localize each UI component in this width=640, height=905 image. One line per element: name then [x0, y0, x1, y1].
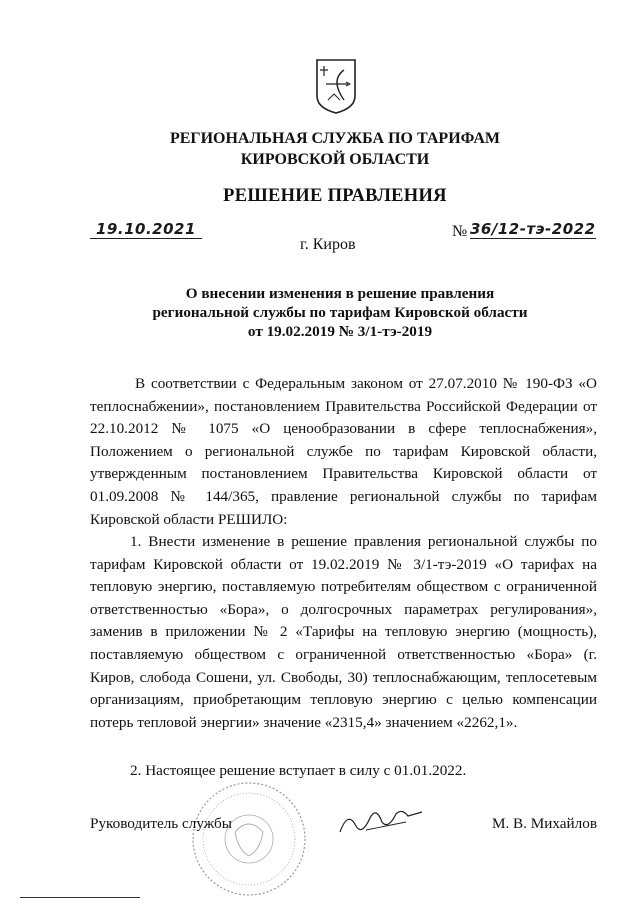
footer-divider: [20, 897, 140, 898]
clause-2-paragraph: 2. Настоящее решение вступает в силу с 01.01.2022.: [130, 762, 467, 779]
document-date: [90, 220, 202, 239]
document-title: РЕШЕНИЕ ПРАВЛЕНИЯ: [223, 186, 447, 206]
signatory-position: Руководитель службы: [90, 815, 232, 832]
organization-name-line2: КИРОВСКОЙ ОБЛАСТИ: [240, 151, 430, 168]
subject-line: региональной службы по тарифам Кировской области: [152, 304, 528, 321]
organization-name-line1: РЕГИОНАЛЬНАЯ СЛУЖБА ПО ТАРИФАМ: [169, 130, 501, 147]
number-sign: №: [452, 223, 468, 240]
document-subject: [140, 284, 540, 341]
preamble-paragraph: В соответствии с Федеральным законом от 27.07.2010 № 190-ФЗ «О теплоснабжении», постановлением Правительства Российской Федерации от 22.10.2012 № 1075 «О ценообразовании в сфере теплоснабжения», Положением о региональной службе по тарифам Кировской области, утвержденным постановлением Правительства Кировской области от 01.09.2008 № 144/365, правление региональной службы по тарифам Кировской области РЕШИЛО:: [90, 375, 597, 528]
subject-line: от 19.02.2019 № 3/1-тэ-2019: [247, 323, 433, 340]
coat-of-arms-icon: [314, 56, 358, 116]
clause-1-paragraph: 1. Внести изменение в решение правления региональной службы по тарифам Кировской области от 19.02.2019 № 3/1-тэ-2019 «О тарифах на тепловую энергию, поставляемую потребителям обществом с ограниченной ответственностью «Бора», о долгосрочных параметрах регулирования», заменив в приложении № 2 «Тарифы на тепловую энергию (мощность), поставляемую обществом с ограниченной ответственностью «Бора» (г. Киров, слобода Сошени, ул. Свободы, 30) теплоснабжающим, теплосетевым организациям, приобретающим тепловую энергию с целью компенсации потерь тепловой энергии» значение «2315,4» значением «2262,1».: [90, 533, 597, 731]
document-date-value: 19.10.2021: [96, 220, 196, 238]
signature-block: [90, 815, 597, 839]
subject-line: О внесении изменения в решение правления: [185, 285, 495, 302]
document-city: г. Киров: [300, 236, 356, 253]
document-number-value: 36/12-тэ-2022: [470, 220, 596, 238]
signatory-name: М. В. Михайлов: [491, 815, 597, 832]
official-seal-icon: [190, 780, 308, 898]
